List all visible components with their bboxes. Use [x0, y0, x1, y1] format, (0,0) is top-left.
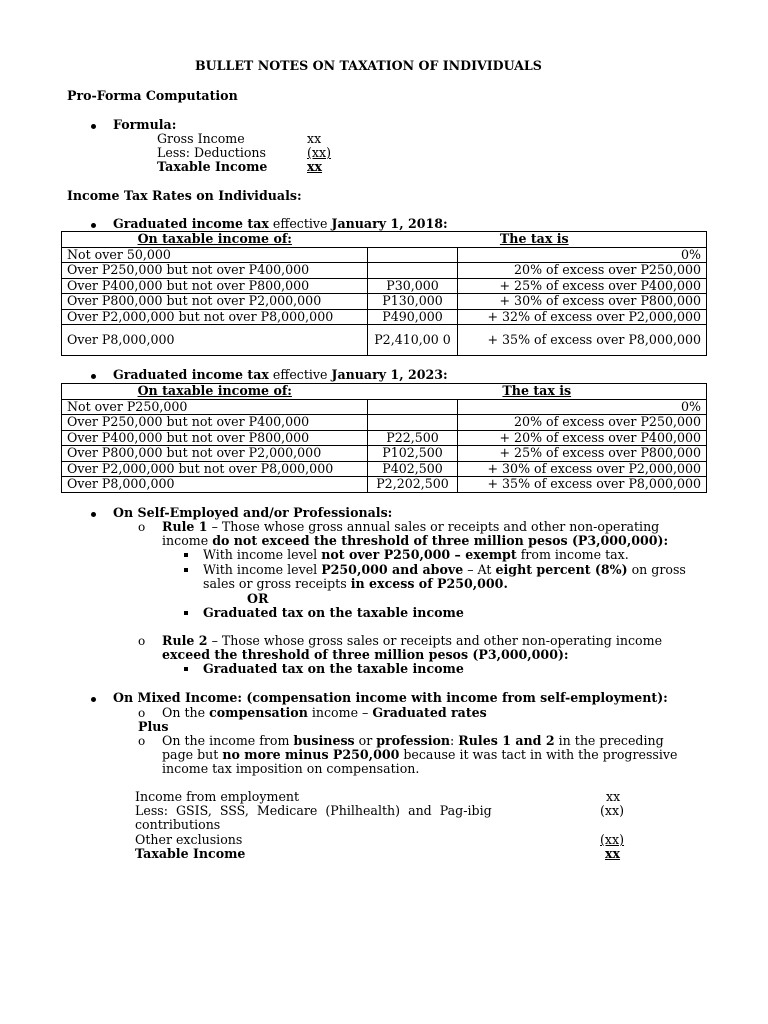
rule2-text: – Those whose gross sales or receipts and other non-operating income: [207, 633, 663, 648]
circle-bullet-icon: o: [138, 734, 146, 748]
item-text: on gross: [627, 562, 686, 577]
range-cell: Not over P250,000: [62, 399, 368, 415]
base-cell: P30,000: [368, 278, 458, 294]
or-label: OR: [247, 591, 269, 606]
square-bullet-icon: [184, 611, 188, 615]
table-row: [62, 415, 707, 431]
rate-cell: + 30% of excess over P2,000,000: [458, 461, 707, 477]
rule1-label: Rule 1: [162, 519, 208, 534]
bullet-icon: [91, 697, 96, 702]
caption-bold: Graduated income tax: [113, 216, 269, 231]
table-row: [62, 325, 707, 356]
mixed-text: in the preceding: [554, 733, 664, 748]
circle-bullet-icon: o: [138, 706, 146, 720]
self-employed-heading: On Self-Employed and/or Professionals:: [113, 505, 393, 520]
mixed-bold: compensation: [209, 705, 308, 720]
rule1-item2-line2: [203, 577, 508, 592]
square-bullet-icon: [184, 667, 188, 671]
rule1-item1: [203, 548, 629, 563]
rate-cell: 0%: [458, 399, 707, 415]
gross-income-label: Gross Income: [157, 131, 245, 146]
mixed-text: On the income from: [162, 733, 294, 748]
rate-cell: + 30% of excess over P800,000: [458, 294, 707, 310]
bullet-icon: [91, 374, 96, 379]
mixed-text: income –: [307, 705, 373, 720]
final-taxable-income-label: Taxable Income: [135, 846, 246, 861]
page-title: BULLET NOTES ON TAXATION OF INDIVIDUALS: [195, 58, 542, 73]
rule1-text-pre: income: [162, 533, 213, 548]
circle-bullet-icon: o: [138, 520, 146, 534]
taxable-income-label: Taxable Income: [157, 159, 268, 174]
rate-cell: + 25% of excess over P800,000: [458, 446, 707, 462]
base-cell: [368, 399, 458, 415]
item-text: sales or gross receipts: [203, 576, 351, 591]
range-cell: Over P2,000,000 but not over P8,000,000: [62, 309, 368, 325]
mixed-text: page but: [162, 747, 223, 762]
rate-cell: 20% of excess over P250,000: [458, 263, 707, 279]
item-bold: eight percent (8%): [495, 562, 628, 577]
item-bold: not over P250,000 – exempt: [321, 547, 517, 562]
table-row: [62, 446, 707, 462]
table-row: [62, 430, 707, 446]
mixed-bold: Rules 1 and 2: [458, 733, 555, 748]
table-row: [62, 294, 707, 310]
rates-heading: Income Tax Rates on Individuals:: [67, 188, 302, 203]
mixed-text: :: [450, 733, 459, 748]
bullet-icon: [91, 512, 96, 517]
mixed-bold: profession: [376, 733, 451, 748]
rule1-text: – Those whose gross annual sales or receipts and other non-operating: [207, 519, 660, 534]
employment-income-value: xx: [606, 789, 621, 804]
mixed-line4: income tax imposition on compensation.: [162, 761, 420, 776]
item-bold: in excess of P250,000.: [350, 576, 508, 591]
table-row: [62, 309, 707, 325]
base-cell: P22,500: [368, 430, 458, 446]
range-cell: Over P2,000,000 but not over P8,000,000: [62, 461, 368, 477]
mixed-text: On the: [162, 705, 210, 720]
column-header: The tax is: [368, 384, 707, 400]
circle-bullet-icon: o: [138, 634, 146, 648]
mixed-bold: business: [293, 733, 355, 748]
item-bold: P250,000 and above: [321, 562, 464, 577]
range-cell: Over P400,000 but not over P800,000: [62, 430, 368, 446]
range-cell: Over P400,000 but not over P800,000: [62, 278, 368, 294]
caption-mid: effective: [268, 216, 332, 231]
rate-cell: + 32% of excess over P2,000,000: [458, 309, 707, 325]
caption-bold: Graduated income tax: [113, 367, 269, 382]
table-row: [62, 477, 707, 493]
mixed-income-heading: On Mixed Income: (compensation income with income from self-employment):: [113, 690, 668, 705]
column-header: On taxable income of:: [62, 384, 368, 400]
table-row: [62, 399, 707, 415]
range-cell: Over P250,000 but not over P400,000: [62, 415, 368, 431]
mixed-text: or: [354, 733, 377, 748]
taxable-income-value: xx: [307, 159, 323, 174]
base-cell: P102,500: [368, 446, 458, 462]
contributions-label-line2: contributions: [135, 817, 221, 832]
caption-date: January 1, 2023:: [331, 367, 448, 382]
contributions-label: Less: GSIS, SSS, Medicare (Philhealth) and Pag-ibig: [135, 803, 492, 818]
final-taxable-income-value: xx: [605, 846, 621, 861]
range-cell: Over P800,000 but not over P2,000,000: [62, 446, 368, 462]
mixed-line1: [162, 706, 487, 721]
range-cell: Not over 50,000: [62, 247, 368, 263]
item-text: With income level: [203, 547, 322, 562]
table-row: [62, 461, 707, 477]
base-cell: P402,500: [368, 461, 458, 477]
base-cell: [368, 247, 458, 263]
employment-income-label: Income from employment: [135, 789, 300, 804]
mixed-text: because it was tact in with the progressive: [399, 747, 678, 762]
item-text: With income level: [203, 562, 322, 577]
deductions-label: Less: Deductions: [157, 145, 267, 160]
rate-cell: 20% of excess over P250,000: [458, 415, 707, 431]
table-header-row: [62, 232, 707, 248]
table-row: [62, 263, 707, 279]
other-exclusions-label: Other exclusions: [135, 832, 243, 847]
column-header: On taxable income of:: [62, 232, 368, 248]
base-cell: [368, 263, 458, 279]
formula-label: Formula:: [113, 117, 177, 132]
contributions-value: (xx): [600, 803, 625, 818]
bullet-icon: [91, 223, 96, 228]
range-cell: Over P8,000,000: [62, 325, 368, 356]
tax-table-2018: [61, 231, 707, 356]
table-2023-caption: [113, 368, 448, 383]
rule1-item3: Graduated tax on the taxable income: [203, 605, 464, 620]
caption-date: January 1, 2018:: [331, 216, 448, 231]
rule2-label: Rule 2: [162, 633, 208, 648]
item-text: from income tax.: [516, 547, 629, 562]
rate-cell: 0%: [458, 247, 707, 263]
mixed-bold: Graduated rates: [372, 705, 487, 720]
rate-cell: + 35% of excess over P8,000,000: [458, 477, 707, 493]
rule1-threshold: do not exceed the threshold of three million pesos (P3,000,000):: [212, 533, 669, 548]
tax-table-2023: [61, 383, 707, 493]
gross-income-value: xx: [307, 131, 322, 146]
table-2018-caption: [113, 217, 448, 232]
mixed-bold: no more minus P250,000: [222, 747, 400, 762]
caption-mid: effective: [268, 367, 332, 382]
square-bullet-icon: [184, 553, 188, 557]
proforma-heading: Pro-Forma Computation: [67, 88, 238, 103]
rate-cell: + 25% of excess over P400,000: [458, 278, 707, 294]
table-row: [62, 247, 707, 263]
range-cell: Over P800,000 but not over P2,000,000: [62, 294, 368, 310]
rule2-item1: Graduated tax on the taxable income: [203, 661, 464, 676]
bullet-icon: [91, 124, 96, 129]
base-cell: [368, 415, 458, 431]
item-text: – At: [463, 562, 496, 577]
range-cell: Over P8,000,000: [62, 477, 368, 493]
base-cell: P2,410,00 0: [368, 325, 458, 356]
table-header-row: [62, 384, 707, 400]
table-row: [62, 278, 707, 294]
range-cell: Over P250,000 but not over P400,000: [62, 263, 368, 279]
column-header: The tax is: [368, 232, 707, 248]
base-cell: P2,202,500: [368, 477, 458, 493]
rate-cell: + 20% of excess over P400,000: [458, 430, 707, 446]
base-cell: P490,000: [368, 309, 458, 325]
base-cell: P130,000: [368, 294, 458, 310]
other-exclusions-value: (xx): [600, 832, 625, 847]
square-bullet-icon: [184, 568, 188, 572]
rule2-threshold: exceed the threshold of three million pesos (P3,000,000):: [162, 647, 569, 662]
plus-label: Plus: [138, 719, 169, 734]
rate-cell: + 35% of excess over P8,000,000: [458, 325, 707, 356]
deductions-value: (xx): [307, 145, 332, 160]
